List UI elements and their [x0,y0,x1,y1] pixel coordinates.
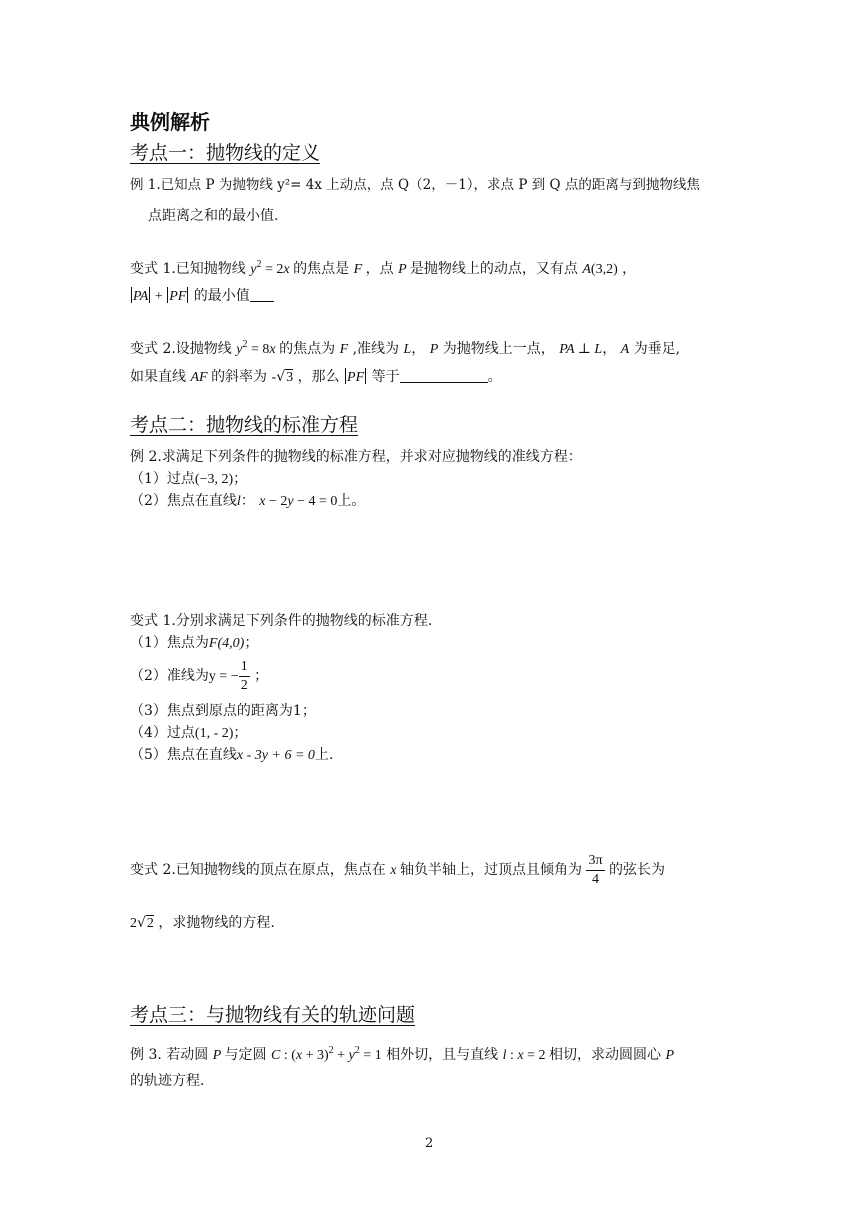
text: ，点 [365,261,394,277]
variant2-1-item3: （3）焦点到原点的距离为1； [130,703,316,719]
text: （5）焦点在直线 [130,747,237,763]
text: 轴负半轴上，过顶点且倾角为 [399,862,582,878]
variant1-2-line2 [130,366,502,389]
fraction [586,852,604,889]
text: 为抛物线上一点， [442,341,555,357]
answer-blank [400,382,488,383]
formula: P [212,1048,225,1063]
text: 相切，求动圆圆心 [549,1047,662,1063]
variant2-1-item1 [130,632,258,655]
variant2-2-line2 [130,912,275,935]
formula: A(3,2) [582,262,618,277]
fraction-numerator: 3π [588,852,603,868]
example2-item1 [130,468,247,491]
example1-line2: 点距离之和的最小值. [148,208,279,224]
formula: -√3 [271,369,294,385]
text: ； [233,471,248,487]
text: 的弦长为 [608,862,665,878]
formula: 2√2 [130,915,154,931]
formula: (1, - 2) [194,726,234,741]
text: 为垂足, [633,341,681,357]
example2-item2: （2）焦点在直线l： x − 2y − 4 = 0上。 [130,493,366,509]
formula: C : $(x + 3)^2 + y^2 = 1$ [270,1045,382,1063]
formula: PA ⊥ L [559,342,603,357]
text: ； [233,725,248,741]
formula: P [665,1048,675,1063]
formula: x - 3y + 6 = 0 [236,748,315,763]
text: （2）准线为 [130,668,209,684]
variant2-1-item5 [130,744,333,767]
text: 变式 1.已知抛物线 [130,261,246,277]
example3-line1 [130,1044,674,1067]
section2-heading: 考点二：抛物线的标准方程 [130,414,359,436]
text: 变式 2.设抛物线 [130,341,232,357]
text: 等于 [371,369,400,385]
formula: $y^2 = 8x$ [236,339,280,357]
formula: AF [190,370,212,385]
formula: x − 2y − 4 = 0 [259,494,338,509]
example1-line1: 例 1.已知点 P 为抛物线 y²= 4x 上动点，点 Q（2，－1），求点 P 到 Q 点的距离与到抛物线焦 [130,177,700,193]
variant2-1-line1: 变式 1.分别求满足下列条件的抛物线的标准方程. [130,613,433,629]
page-title: 典例解析 [130,110,210,134]
formula: x [390,863,400,878]
example2-line1: 例 2.求满足下列条件的抛物线的标准方程，并求对应抛物线的准线方程： [130,449,582,465]
text: 的最小值 [193,288,250,304]
formula: PF [347,370,365,385]
answer-blank [250,301,274,302]
text: 与定圆 [224,1047,267,1063]
formula: A [620,342,630,357]
text: ，那么 [297,369,340,385]
formula: F [339,342,349,357]
text: 如果直线 [130,369,186,385]
text: 例 3. 若动圆 [130,1047,209,1063]
text: 上. [314,747,334,763]
text: ，求抛物线的方程. [158,915,275,931]
text: （4）过点 [130,725,195,741]
example3-line2: 的轨迹方程. [130,1073,205,1089]
variant1-1-line1: 变式 1.已知抛物线 $y^2 = 2x$ 的焦点是 F ，点 P 是抛物线上的动点，又有点 A(3,2) ， [130,259,637,277]
variant2-1-item4 [130,722,247,745]
formula: $y^2 = 2x$ [250,259,294,277]
formula: (−3, 2) [194,472,234,487]
text: 。 [487,369,502,385]
text: （1）焦点为 [130,635,209,651]
text: 相外切，且与直线 [386,1047,499,1063]
formula: L [403,342,412,357]
formula: F(4,0) [208,636,245,651]
section3-heading: 考点三：与抛物线有关的轨迹问题 [130,1004,416,1026]
text: （1）过点 [130,471,195,487]
formula: y = − [208,669,239,684]
variant2-1-item2 [130,656,268,697]
variant1-1-line2 [130,285,274,308]
fraction [239,658,250,695]
fraction-numerator: 1 [240,658,248,674]
text: 的焦点为 [279,341,336,357]
formula: l : x = 2 [502,1048,546,1063]
variant2-2-line1 [130,850,665,891]
text: 是抛物线上的动点，又有点 [409,261,578,277]
page-number: 2 [425,1136,434,1151]
text: ； [244,635,259,651]
text: ； [254,668,269,684]
formula: F [353,262,366,277]
formula: P [398,262,410,277]
text: 上。 [337,493,366,509]
text: （2）焦点在直线 [130,493,237,509]
text: ,准线为 [352,341,400,357]
formula: l [236,494,241,509]
formula: PA + PF [133,289,187,304]
text: 变式 2.已知抛物线的顶点在原点，焦点在 [130,862,386,878]
section1-heading: 考点一：抛物线的定义 [130,142,321,164]
formula: P [429,342,439,357]
text: 的焦点是 [293,261,350,277]
variant1-2-line1: 变式 2.设抛物线 $y^2 = 8x$ 的焦点为 F ,准线为 L， P 为抛物线上一点， PA ⊥ L， A 为垂足, [130,339,681,357]
fraction-denominator: 2 [240,677,248,693]
text: 的斜率为 [211,369,268,385]
fraction-denominator: 4 [586,870,604,889]
